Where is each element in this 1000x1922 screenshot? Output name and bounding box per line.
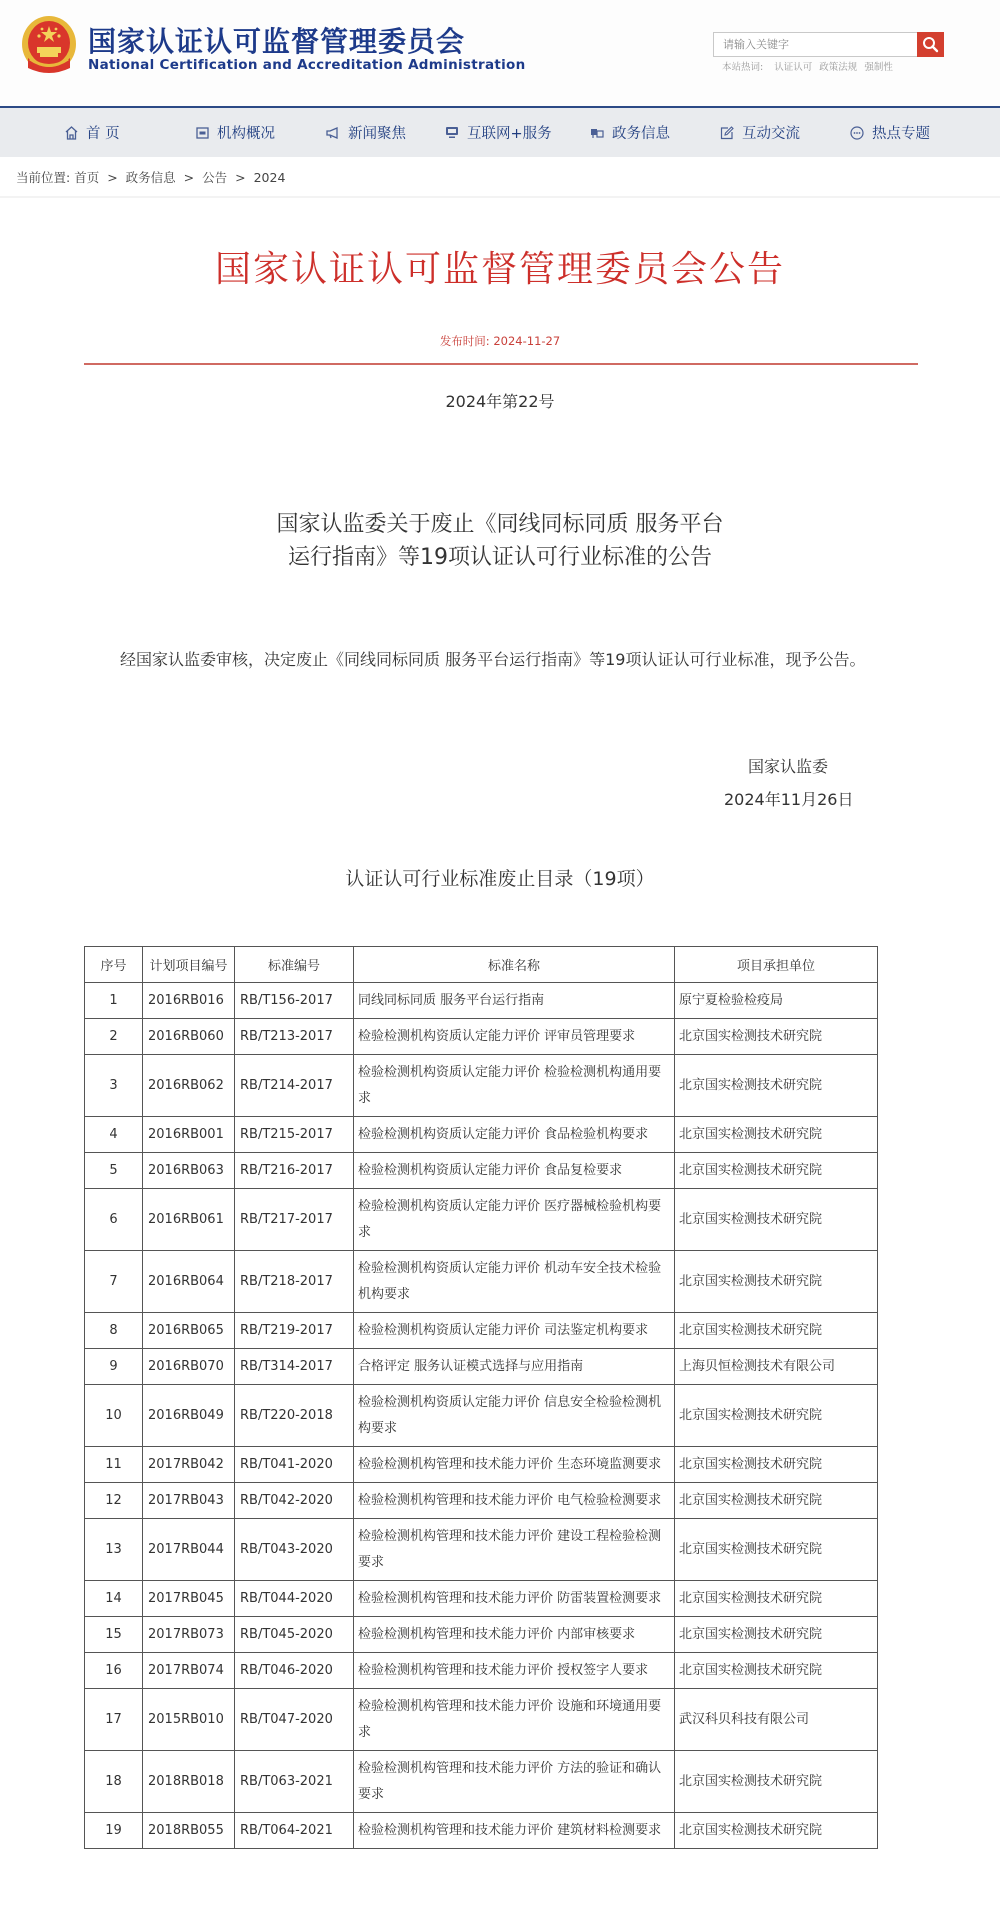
- row-number: 13: [85, 1519, 143, 1581]
- responsible-unit: 上海贝恒检测技术有限公司: [675, 1349, 878, 1385]
- plan-project-number: 2015RB010: [143, 1689, 235, 1751]
- plan-project-number: 2017RB074: [143, 1653, 235, 1689]
- standard-number: RB/T156-2017: [235, 983, 354, 1019]
- standard-number: RB/T215-2017: [235, 1117, 354, 1153]
- breadcrumb-label: 当前位置:: [16, 170, 71, 185]
- nav-item-online-service[interactable]: [445, 108, 552, 157]
- standard-number: RB/T063-2021: [235, 1751, 354, 1813]
- table-header-row: [85, 947, 878, 983]
- document-number: 2024年第22号: [445, 392, 555, 411]
- publish-time-value: 2024-11-27: [493, 334, 561, 348]
- standard-number: RB/T218-2017: [235, 1251, 354, 1313]
- responsible-unit: 北京国实检测技术研究院: [675, 1653, 878, 1689]
- table-row: [85, 1385, 878, 1447]
- responsible-unit: 北京国实检测技术研究院: [675, 1385, 878, 1447]
- table-row: [85, 1447, 878, 1483]
- table-row: [85, 1653, 878, 1689]
- megaphone-icon: [326, 126, 340, 140]
- nav-item-label: 新闻聚焦: [348, 126, 406, 142]
- monitor-icon: [445, 126, 459, 140]
- hot-word-link[interactable]: 政策法规: [819, 62, 858, 73]
- title-divider: [84, 363, 918, 365]
- plan-project-number: 2016RB065: [143, 1313, 235, 1349]
- nav-item-label: 政务信息: [612, 126, 670, 142]
- article-title: 国家认证认可监督管理委员会公告: [214, 249, 785, 290]
- plan-project-number: 2017RB045: [143, 1581, 235, 1617]
- signature-organization: 国家认监委: [748, 757, 829, 776]
- standard-number: RB/T047-2020: [235, 1689, 354, 1751]
- row-number: 8: [85, 1313, 143, 1349]
- standard-name: 检验检测机构管理和技术能力评价 设施和环境通用要求: [354, 1689, 675, 1751]
- plan-project-number: 2016RB062: [143, 1055, 235, 1117]
- standard-name: 检验检测机构管理和技术能力评价 方法的验证和确认要求: [354, 1751, 675, 1813]
- table-row: [85, 1483, 878, 1519]
- publish-time-label: 发布时间:: [439, 334, 490, 348]
- column-header: 序号: [85, 947, 143, 983]
- nav-item-label: 热点专题: [872, 126, 930, 142]
- edit-icon: [720, 126, 734, 140]
- responsible-unit: 北京国实检测技术研究院: [675, 1447, 878, 1483]
- table-row: [85, 1251, 878, 1313]
- standard-name: 检验检测机构资质认定能力评价 机动车安全技术检验机构要求: [354, 1251, 675, 1313]
- document-heading: [0, 508, 1000, 574]
- row-number: 16: [85, 1653, 143, 1689]
- table-row: [85, 1153, 878, 1189]
- responsible-unit: 北京国实检测技术研究院: [675, 1189, 878, 1251]
- breadcrumb: [16, 168, 285, 186]
- responsible-unit: 北京国实检测技术研究院: [675, 1519, 878, 1581]
- national-emblem-icon: [20, 14, 78, 76]
- column-header: 计划项目编号: [143, 947, 235, 983]
- responsible-unit: 北京国实检测技术研究院: [675, 1313, 878, 1349]
- plan-project-number: 2017RB044: [143, 1519, 235, 1581]
- home-icon: [64, 126, 78, 140]
- nav-item-gov-info[interactable]: [590, 108, 670, 157]
- document-heading-line: 国家认监委关于废止《同线同标同质 服务平台: [276, 512, 724, 537]
- nav-item-label: 首 页: [86, 126, 120, 142]
- responsible-unit: 北京国实检测技术研究院: [675, 1019, 878, 1055]
- plan-project-number: 2017RB043: [143, 1483, 235, 1519]
- table-row: [85, 1689, 878, 1751]
- search-input[interactable]: [714, 33, 912, 56]
- responsible-unit: 北京国实检测技术研究院: [675, 1117, 878, 1153]
- table-row: [85, 1581, 878, 1617]
- standard-name: 检验检测机构管理和技术能力评价 内部审核要求: [354, 1617, 675, 1653]
- row-number: 17: [85, 1689, 143, 1751]
- row-number: 10: [85, 1385, 143, 1447]
- standard-name: 检验检测机构资质认定能力评价 医疗器械检验机构要求: [354, 1189, 675, 1251]
- row-number: 1: [85, 983, 143, 1019]
- hot-word-link[interactable]: 强制性: [864, 62, 893, 73]
- responsible-unit: 北京国实检测技术研究院: [675, 1813, 878, 1849]
- row-number: 19: [85, 1813, 143, 1849]
- nav-item-news[interactable]: [326, 108, 406, 157]
- standard-name: 检验检测机构管理和技术能力评价 授权签字人要求: [354, 1653, 675, 1689]
- hot-words-label: 本站热词:: [722, 62, 764, 73]
- responsible-unit: 北京国实检测技术研究院: [675, 1483, 878, 1519]
- table-row: [85, 1313, 878, 1349]
- standard-name: 检验检测机构管理和技术能力评价 建筑材料检测要求: [354, 1813, 675, 1849]
- hot-word-link[interactable]: 认证认可: [774, 62, 813, 73]
- row-number: 6: [85, 1189, 143, 1251]
- standard-number: RB/T213-2017: [235, 1019, 354, 1055]
- plan-project-number: 2016RB049: [143, 1385, 235, 1447]
- responsible-unit: 北京国实检测技术研究院: [675, 1581, 878, 1617]
- responsible-unit: 北京国实检测技术研究院: [675, 1153, 878, 1189]
- responsible-unit: 北京国实检测技术研究院: [675, 1751, 878, 1813]
- nav-item-about[interactable]: [195, 108, 275, 157]
- document-body: 经国家认监委审核，决定废止《同线同标同质 服务平台运行指南》等19项认证认可行业标准，现予公告。: [120, 650, 866, 669]
- search-button[interactable]: [917, 32, 944, 57]
- table-row: [85, 1349, 878, 1385]
- standard-number: RB/T044-2020: [235, 1581, 354, 1617]
- plan-project-number: 2016RB060: [143, 1019, 235, 1055]
- breadcrumb-announcements[interactable]: 公告: [202, 170, 228, 185]
- search-icon: [922, 36, 939, 53]
- nav-item-label: 机构概况: [217, 126, 275, 142]
- plan-project-number: 2016RB070: [143, 1349, 235, 1385]
- site-header: [0, 0, 1000, 106]
- standard-number: RB/T043-2020: [235, 1519, 354, 1581]
- breadcrumb-separator: >: [107, 170, 118, 185]
- document-heading-line: 运行指南》等19项认证认可行业标准的公告: [288, 545, 712, 570]
- standards-table: [84, 946, 878, 1849]
- breadcrumb-gov-info[interactable]: 政务信息: [125, 170, 176, 185]
- standard-number: RB/T214-2017: [235, 1055, 354, 1117]
- info-icon: [590, 126, 604, 140]
- standard-name: 检验检测机构资质认定能力评价 评审员管理要求: [354, 1019, 675, 1055]
- row-number: 4: [85, 1117, 143, 1153]
- standard-number: RB/T217-2017: [235, 1189, 354, 1251]
- building-icon: [195, 126, 209, 140]
- standard-number: RB/T220-2018: [235, 1385, 354, 1447]
- table-body: [85, 983, 878, 1849]
- standard-number: RB/T064-2021: [235, 1813, 354, 1849]
- standard-name: 合格评定 服务认证模式选择与应用指南: [354, 1349, 675, 1385]
- row-number: 2: [85, 1019, 143, 1055]
- standard-number: RB/T216-2017: [235, 1153, 354, 1189]
- row-number: 18: [85, 1751, 143, 1813]
- standard-name: 检验检测机构资质认定能力评价 食品检验机构要求: [354, 1117, 675, 1153]
- table-row: [85, 983, 878, 1019]
- row-number: 3: [85, 1055, 143, 1117]
- hot-words: [722, 59, 897, 73]
- table-row: [85, 1617, 878, 1653]
- standard-name: 检验检测机构资质认定能力评价 食品复检要求: [354, 1153, 675, 1189]
- responsible-unit: 北京国实检测技术研究院: [675, 1251, 878, 1313]
- column-header: 项目承担单位: [675, 947, 878, 983]
- nav-item-label: 互动交流: [742, 126, 800, 142]
- breadcrumb-separator: >: [183, 170, 195, 185]
- chat-bubble-icon: [850, 126, 864, 140]
- table-row: [85, 1117, 878, 1153]
- standard-number: RB/T042-2020: [235, 1483, 354, 1519]
- breadcrumb-home[interactable]: 首页: [74, 170, 100, 185]
- responsible-unit: 原宁夏检验检疫局: [675, 983, 878, 1019]
- standard-number: RB/T219-2017: [235, 1313, 354, 1349]
- responsible-unit: 武汉科贝科技有限公司: [675, 1689, 878, 1751]
- main-nav: [0, 106, 1000, 157]
- search-box: [713, 32, 944, 57]
- nav-item-home[interactable]: [64, 108, 120, 157]
- standard-number: RB/T314-2017: [235, 1349, 354, 1385]
- table-row: [85, 1813, 878, 1849]
- nav-item-hot-topics[interactable]: [850, 108, 930, 157]
- row-number: 14: [85, 1581, 143, 1617]
- plan-project-number: 2016RB064: [143, 1251, 235, 1313]
- breadcrumb-year[interactable]: 2024: [253, 170, 286, 185]
- row-number: 12: [85, 1483, 143, 1519]
- responsible-unit: 北京国实检测技术研究院: [675, 1617, 878, 1653]
- plan-project-number: 2018RB018: [143, 1751, 235, 1813]
- nav-item-interaction[interactable]: [720, 108, 800, 157]
- standard-number: RB/T045-2020: [235, 1617, 354, 1653]
- breadcrumb-separator: >: [235, 170, 246, 185]
- standard-name: 检验检测机构管理和技术能力评价 建设工程检验检测要求: [354, 1519, 675, 1581]
- row-number: 9: [85, 1349, 143, 1385]
- standard-name: 检验检测机构管理和技术能力评价 防雷装置检测要求: [354, 1581, 675, 1617]
- row-number: 15: [85, 1617, 143, 1653]
- table-row: [85, 1055, 878, 1117]
- table-row: [85, 1751, 878, 1813]
- row-number: 7: [85, 1251, 143, 1313]
- signature-date: 2024年11月26日: [724, 790, 854, 809]
- plan-project-number: 2016RB001: [143, 1117, 235, 1153]
- list-title: 认证认可行业标准废止目录（19项）: [345, 868, 655, 890]
- breadcrumb-divider: [0, 196, 1000, 198]
- standard-name: 检验检测机构资质认定能力评价 检验检测机构通用要求: [354, 1055, 675, 1117]
- standard-name: 检验检测机构资质认定能力评价 司法鉴定机构要求: [354, 1313, 675, 1349]
- responsible-unit: 北京国实检测技术研究院: [675, 1055, 878, 1117]
- plan-project-number: 2016RB061: [143, 1189, 235, 1251]
- row-number: 5: [85, 1153, 143, 1189]
- nav-item-label: 互联网+服务: [467, 126, 552, 142]
- plan-project-number: 2017RB073: [143, 1617, 235, 1653]
- plan-project-number: 2016RB063: [143, 1153, 235, 1189]
- standard-name: 同线同标同质 服务平台运行指南: [354, 983, 675, 1019]
- site-title: 国家认证认可监督管理委员会: [88, 25, 466, 58]
- standard-name: 检验检测机构管理和技术能力评价 生态环境监测要求: [354, 1447, 675, 1483]
- column-header: 标准名称: [354, 947, 675, 983]
- standard-name: 检验检测机构资质认定能力评价 信息安全检验检测机构要求: [354, 1385, 675, 1447]
- table-row: [85, 1519, 878, 1581]
- standard-number: RB/T046-2020: [235, 1653, 354, 1689]
- table-row: [85, 1019, 878, 1055]
- table-row: [85, 1189, 878, 1251]
- standard-number: RB/T041-2020: [235, 1447, 354, 1483]
- site-title-english: National Certification and Accreditation Administration: [88, 57, 526, 73]
- column-header: 标准编号: [235, 947, 354, 983]
- publish-time: [0, 333, 1000, 349]
- plan-project-number: 2017RB042: [143, 1447, 235, 1483]
- plan-project-number: 2018RB055: [143, 1813, 235, 1849]
- plan-project-number: 2016RB016: [143, 983, 235, 1019]
- row-number: 11: [85, 1447, 143, 1483]
- standard-name: 检验检测机构管理和技术能力评价 电气检验检测要求: [354, 1483, 675, 1519]
